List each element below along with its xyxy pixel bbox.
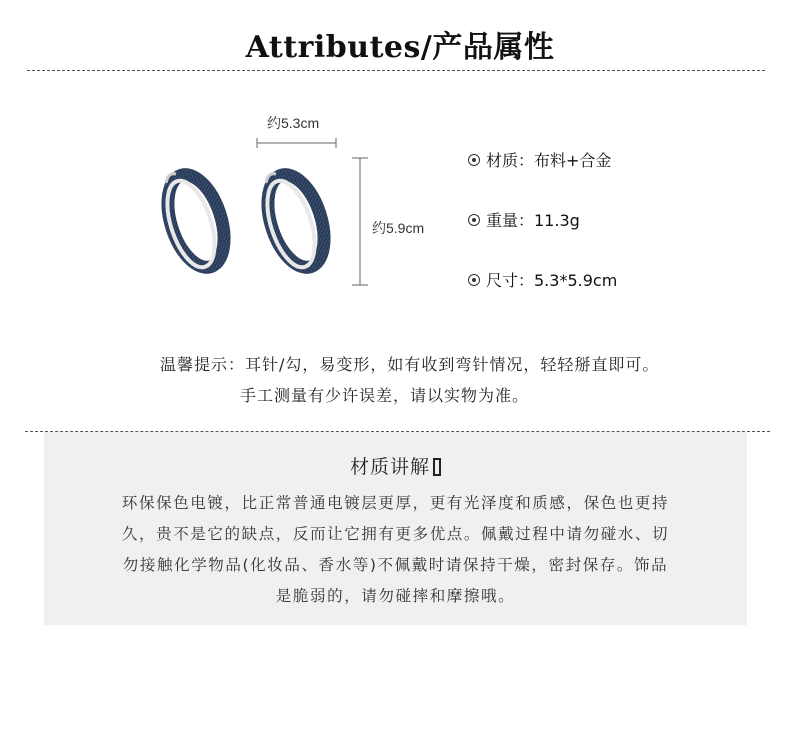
attribute-material-text: 材质：布料+合金 <box>486 151 612 170</box>
right-hoop-earring <box>257 168 334 275</box>
material-line-4: 是脆弱的，请勿碰摔和摩擦哦。 <box>275 587 516 605</box>
attribute-material <box>468 148 611 171</box>
left-hoop-earring <box>157 168 234 275</box>
notice-line-1: 温馨提示：耳针/勾，易变形，如有收到弯针情况，轻轻掰直即可。 <box>160 355 660 374</box>
bullet-icon <box>468 214 480 226</box>
bullet-icon <box>468 274 480 286</box>
attribute-size <box>468 268 617 291</box>
attribute-size-text: 尺寸：5.3*5.9cm <box>486 271 618 290</box>
material-title <box>44 452 747 479</box>
cursor-icon <box>433 458 441 476</box>
material-title-text: 材质讲解 <box>349 456 430 478</box>
material-line-1: 环保保色电镀，比正常普通电镀层更厚，更有光泽度和质感，保色也更持 <box>121 494 670 512</box>
height-label: 约5.9cm <box>372 220 425 236</box>
attribute-weight-text: 重量：11.3g <box>486 211 580 230</box>
width-dimension-line <box>257 138 336 148</box>
material-line-2: 久，贵不是它的缺点，反而让它拥有更多优点。佩戴过程中请勿碰水、切 <box>121 525 670 543</box>
width-label: 约5.3cm <box>267 115 320 131</box>
material-line-3: 勿接触化学物品(化妆品、香水等)不佩戴时请保持干燥，密封保存。饰品 <box>122 556 669 574</box>
notice-line-2: 手工测量有少许误差，请以实物为准。 <box>240 386 530 405</box>
top-divider <box>27 70 765 71</box>
page-title: Attributes/产品属性 <box>245 30 555 65</box>
height-dimension-line <box>352 158 368 285</box>
attribute-weight <box>468 208 580 231</box>
bullet-icon <box>468 154 480 166</box>
material-panel <box>44 432 747 625</box>
